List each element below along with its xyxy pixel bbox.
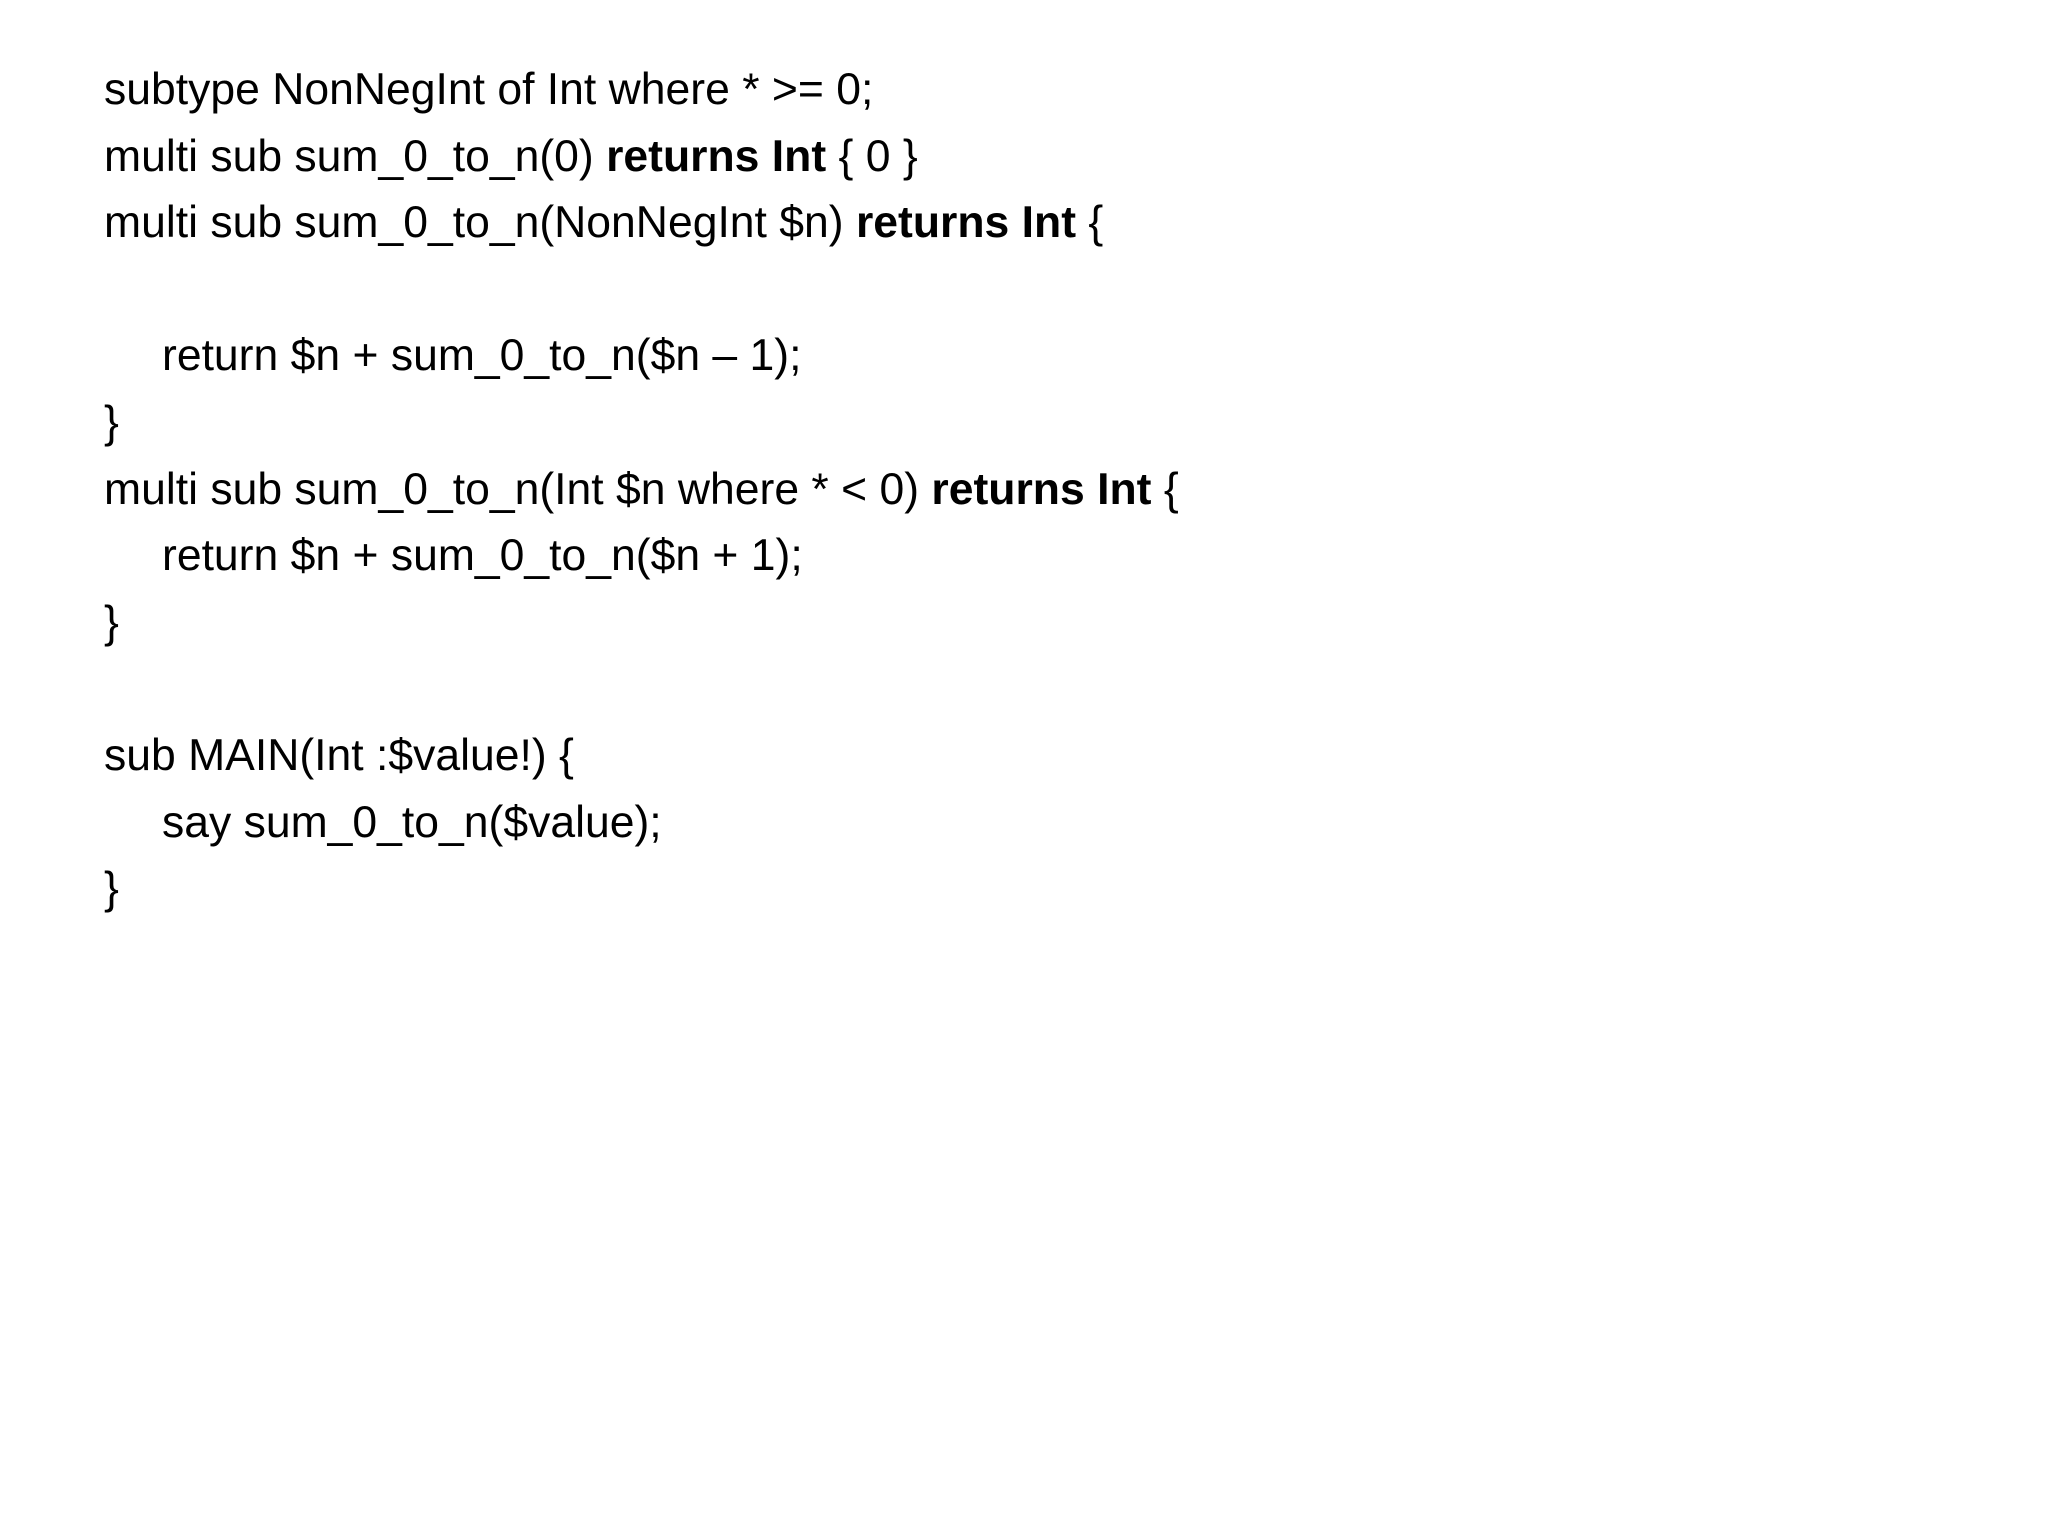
code-text: say sum_0_to_n($value); <box>162 797 662 847</box>
blank-line <box>104 257 2004 324</box>
code-text: } <box>104 597 119 647</box>
code-line <box>104 323 2004 390</box>
code-listing <box>104 57 2004 923</box>
code-line <box>104 190 2004 257</box>
code-text: } <box>104 397 119 447</box>
code-line <box>104 790 2004 857</box>
code-text: multi sub sum_0_to_n(NonNegInt $n) <box>104 198 856 248</box>
keyword-text: returns Int <box>855 198 1077 248</box>
code-text: subtype NonNegInt of Int where * >= 0; <box>104 65 874 114</box>
code-text: { 0 } <box>826 131 918 181</box>
code-text: multi sub sum_0_to_n(Int $n where * < 0) <box>104 464 932 514</box>
keyword-text: returns Int <box>931 464 1152 514</box>
code-line <box>104 856 2004 923</box>
code-line <box>104 723 2004 790</box>
code-line <box>104 124 2004 191</box>
code-text: return $n + sum_0_to_n($n + 1); <box>162 531 803 581</box>
code-text: sub MAIN(Int :$value!) { <box>104 730 574 780</box>
code-text: } <box>104 864 119 914</box>
code-line <box>104 590 2004 657</box>
code-line <box>104 457 2004 524</box>
keyword-text: returns Int <box>606 131 827 181</box>
code-text: { <box>1151 464 1179 514</box>
blank-line <box>104 656 2004 723</box>
code-text: { <box>1076 198 1104 248</box>
code-line <box>104 390 2004 457</box>
code-text: return $n + sum_0_to_n($n – 1); <box>162 331 802 381</box>
code-line <box>104 57 2004 124</box>
code-line <box>104 523 2004 590</box>
code-text: multi sub sum_0_to_n(0) <box>104 131 607 181</box>
